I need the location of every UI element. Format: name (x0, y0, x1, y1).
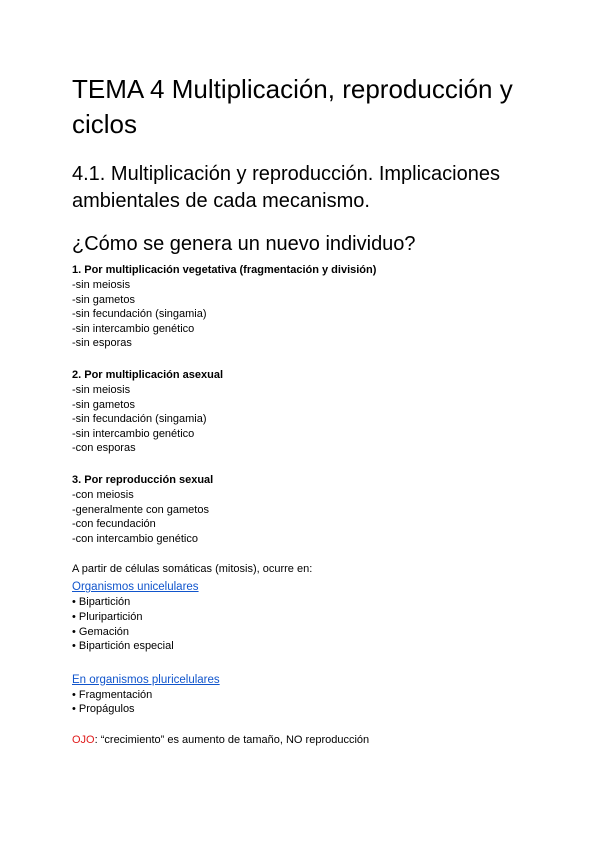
list-item: -con esporas (72, 442, 136, 455)
list-item: -sin intercambio genético (72, 322, 195, 335)
list-item: -con intercambio genético (72, 532, 198, 545)
list-item: • Bipartición especial (72, 640, 174, 653)
list-item: -sin gametos (72, 398, 135, 411)
warning-label: OJO (72, 733, 95, 746)
intro-text: A partir de células somáticas (mitosis), ocurre en: (72, 563, 313, 576)
section-title: 2. Por multiplicación asexual (72, 368, 223, 381)
page-title: TEMA 4 Multiplicación, reproducción y ciclos (72, 74, 513, 139)
section-title: 3. Por reproducción sexual (72, 473, 214, 486)
question-heading: ¿Cómo se genera un nuevo individuo? (72, 233, 416, 255)
multicellular-link[interactable]: En organismos pluricelulares (72, 673, 220, 686)
document-content (72, 72, 542, 748)
list-item: -sin meiosis (72, 383, 131, 396)
list-item: -sin fecundación (singamia) (72, 308, 207, 321)
list-item: -con fecundación (72, 518, 156, 531)
section-vegetative (72, 263, 542, 351)
warning-text: : “crecimiento” es aumento de tamaño, NO reproducción (94, 733, 370, 746)
section-asexual (72, 368, 542, 456)
list-item: • Gemación (72, 625, 130, 638)
list-item: -con meiosis (72, 488, 134, 501)
list-item: • Propágulos (72, 703, 135, 716)
list-item: • Bipartición (72, 596, 131, 609)
section-title: 1. Por multiplicación vegetativa (fragmentación y división) (72, 264, 377, 276)
unicellular-link[interactable]: Organismos unicelulares (72, 581, 199, 594)
list-item: -generalmente con gametos (72, 503, 209, 516)
list-item: -sin intercambio genético (72, 427, 195, 440)
list-item: -sin gametos (72, 293, 135, 306)
section-heading: 4.1. Multiplicación y reproducción. Implicaciones ambientales de cada mecanismo. (72, 163, 500, 212)
list-item: -sin fecundación (singamia) (72, 413, 207, 426)
warning-note (72, 733, 542, 748)
list-item: -sin meiosis (72, 279, 131, 291)
multicellular-group (72, 670, 542, 717)
list-item: • Pluripartición (72, 610, 143, 623)
list-item: -sin esporas (72, 337, 132, 350)
list-item: • Fragmentación (72, 688, 153, 701)
section-sexual (72, 473, 542, 546)
